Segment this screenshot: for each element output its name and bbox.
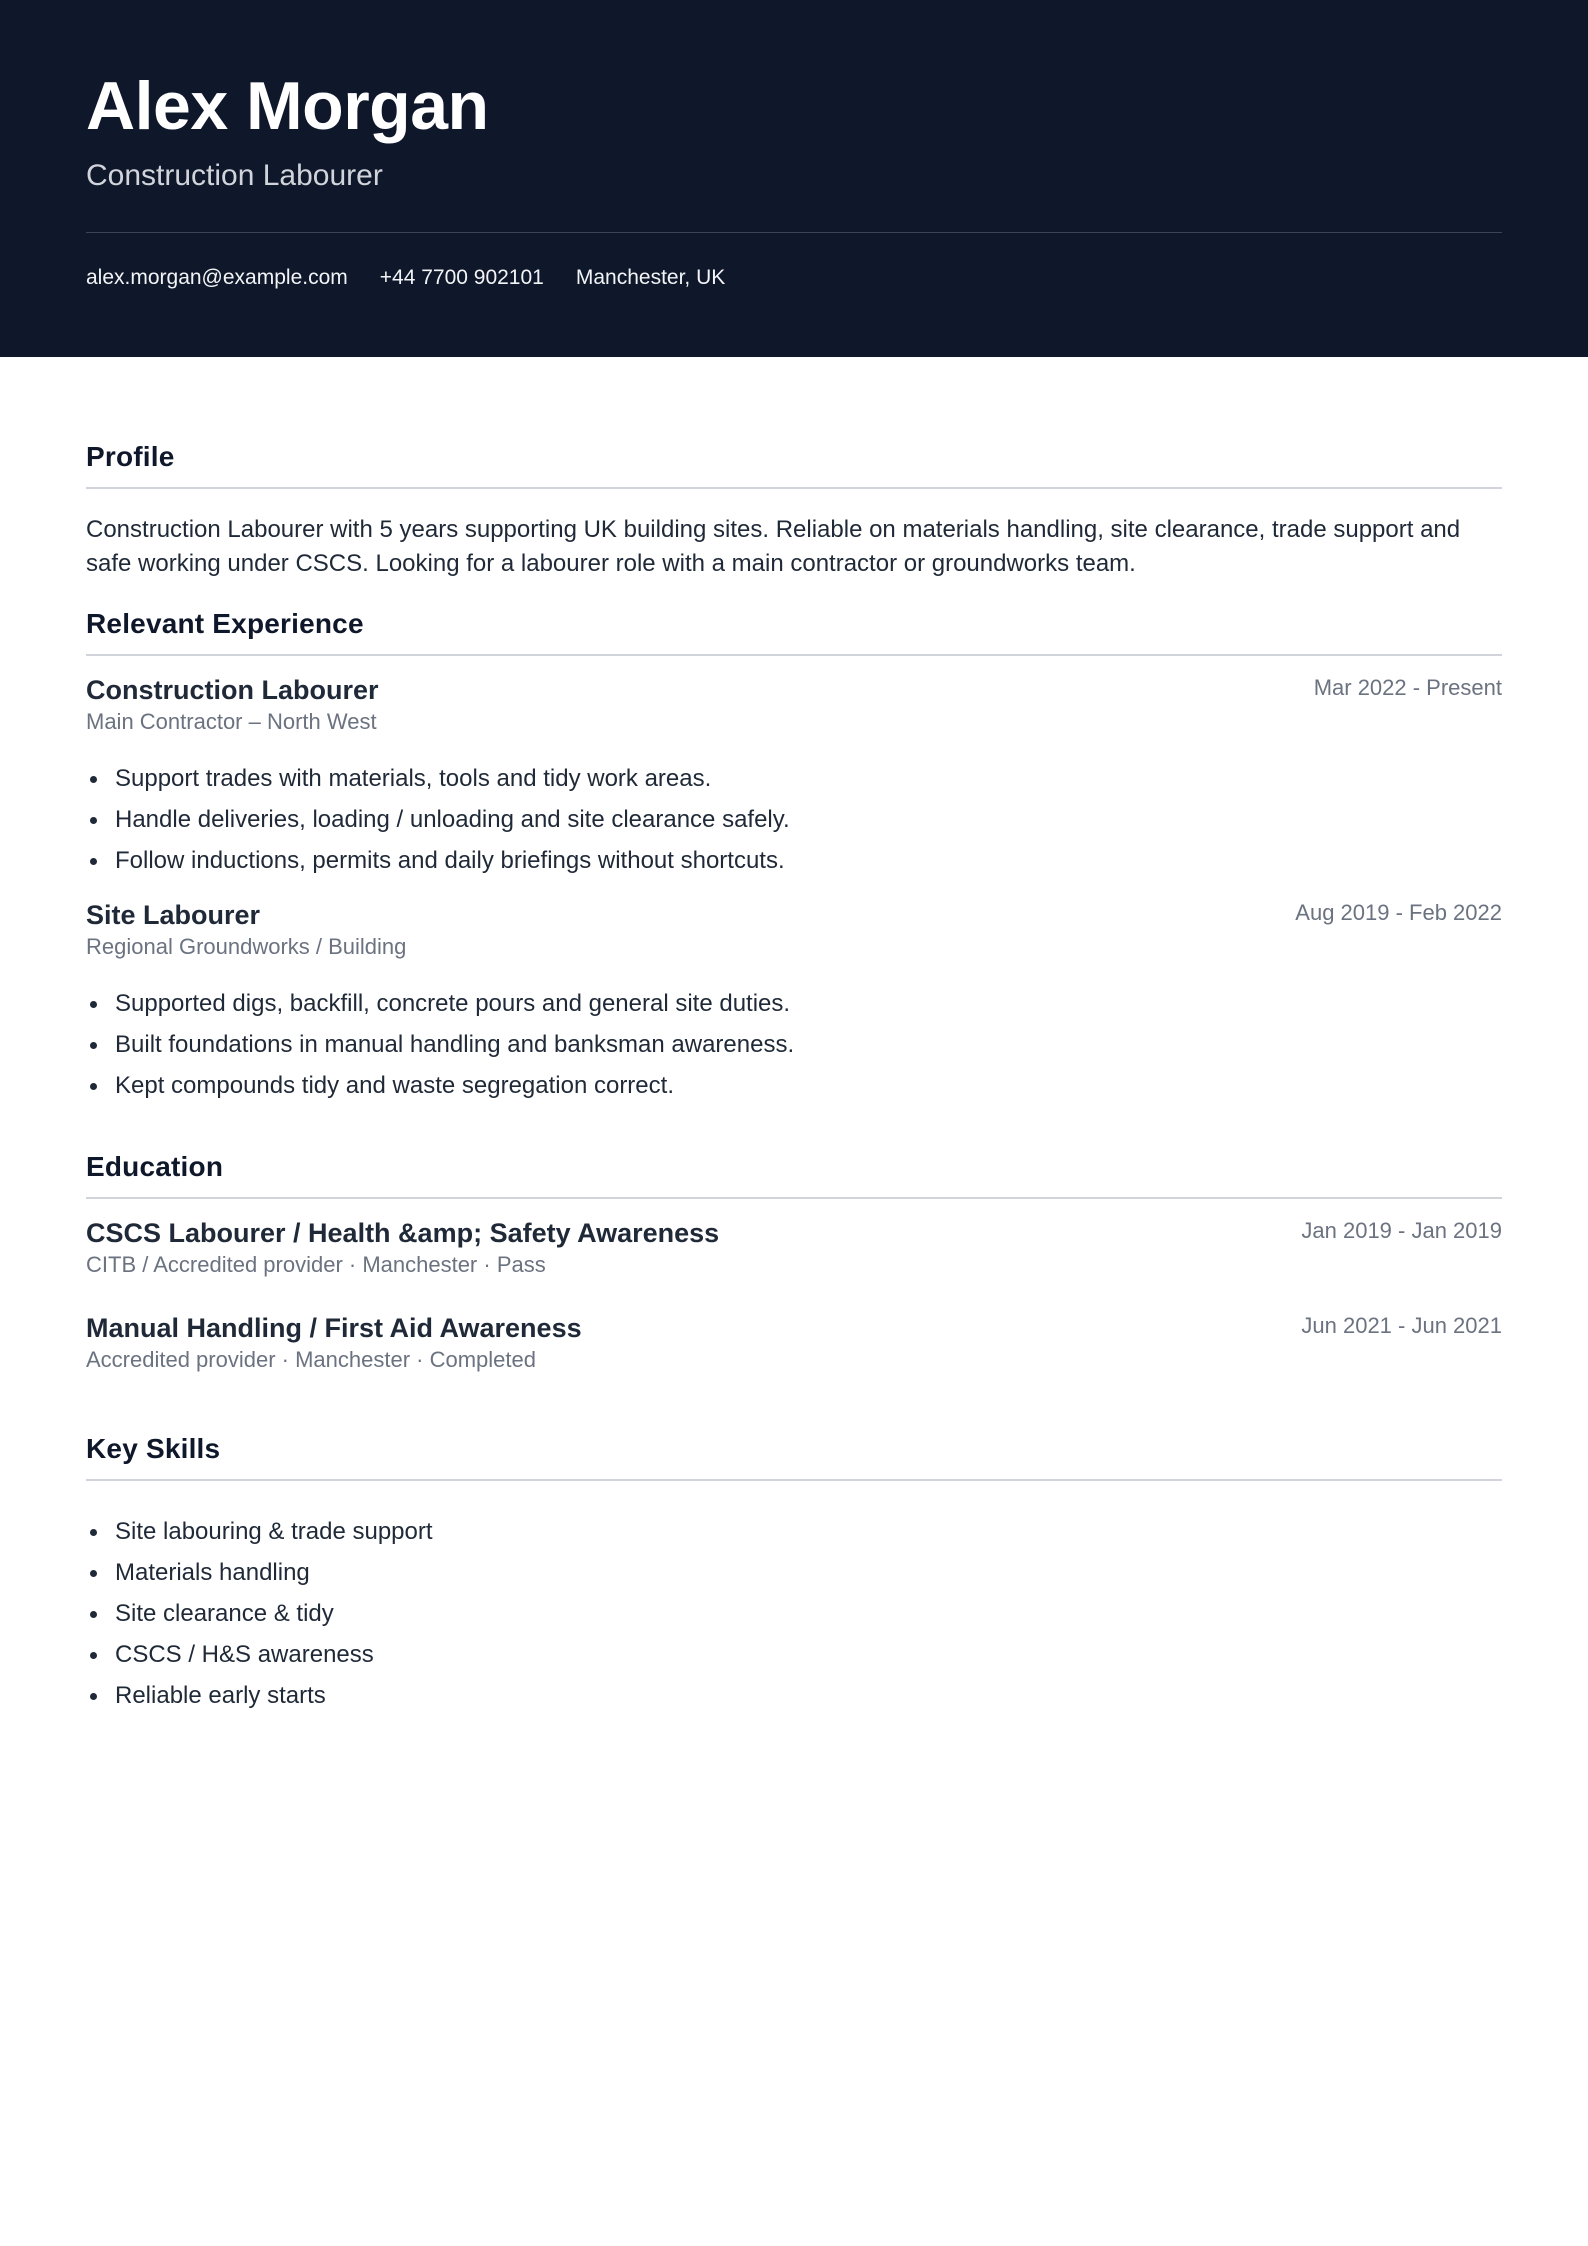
list-item: Reliable early starts <box>86 1675 1502 1716</box>
job-entry <box>86 899 1502 1106</box>
candidate-name: Alex Morgan <box>86 68 489 144</box>
job-bullets <box>86 758 1502 881</box>
profile-heading: Profile <box>86 441 175 472</box>
job-dates: Mar 2022 - Present <box>1313 675 1502 700</box>
list-item: Supported digs, backfill, concrete pours and general site duties. <box>86 983 1502 1024</box>
list-item: Kept compounds tidy and waste segregation correct. <box>86 1065 1502 1106</box>
profile-section <box>86 440 1502 581</box>
education-section <box>86 1150 1502 1375</box>
list-item: Built foundations in manual handling and banksman awareness. <box>86 1024 1502 1065</box>
contact-email[interactable]: alex.morgan@example.com <box>86 266 348 289</box>
candidate-role: Construction Labourer <box>86 159 383 192</box>
list-item: Materials handling <box>86 1552 1502 1593</box>
job-header <box>86 899 1502 931</box>
job-title: Site Labourer <box>86 900 261 930</box>
resume-body <box>0 440 1588 1716</box>
experience-section <box>86 607 1502 1106</box>
resume-header <box>0 0 1588 357</box>
job-company: Regional Groundworks / Building <box>86 934 407 959</box>
education-heading: Education <box>86 1151 224 1182</box>
education-details: CITB / Accredited provider · Manchester · Pass <box>86 1252 546 1277</box>
list-item: Site labouring & trade support <box>86 1511 1502 1552</box>
education-entry <box>86 1312 1502 1375</box>
profile-divider <box>86 487 1502 489</box>
job-header <box>86 674 1502 706</box>
education-dates: Jun 2021 - Jun 2021 <box>1301 1313 1502 1338</box>
list-item: Site clearance & tidy <box>86 1593 1502 1634</box>
skills-list <box>86 1511 1502 1716</box>
contact-phone[interactable]: +44 7700 902101 <box>379 266 544 289</box>
education-dates: Jan 2019 - Jan 2019 <box>1301 1218 1502 1243</box>
education-header <box>86 1217 1502 1249</box>
job-company: Main Contractor – North West <box>86 709 377 734</box>
list-item: Support trades with materials, tools and tidy work areas. <box>86 758 1502 799</box>
skills-heading: Key Skills <box>86 1433 221 1464</box>
education-header <box>86 1312 1502 1344</box>
education-details: Accredited provider · Manchester · Completed <box>86 1347 536 1372</box>
education-title: CSCS Labourer / Health &amp; Safety Awareness <box>86 1218 720 1248</box>
job-bullets <box>86 983 1502 1106</box>
list-item: Follow inductions, permits and daily briefings without shortcuts. <box>86 840 1502 881</box>
header-divider <box>86 232 1502 233</box>
skills-section <box>86 1432 1502 1716</box>
skills-divider <box>86 1479 1502 1481</box>
experience-divider <box>86 654 1502 656</box>
list-item: CSCS / H&S awareness <box>86 1634 1502 1675</box>
job-entry <box>86 674 1502 881</box>
contact-row <box>86 265 1502 291</box>
profile-text: Construction Labourer with 5 years supporting UK building sites. Reliable on materials handling, site clearance, trade support and safe working under CSCS. Looking for a labourer role with a main contractor or groundworks team. <box>86 516 1461 577</box>
job-title: Construction Labourer <box>86 675 379 705</box>
contact-location: Manchester, UK <box>575 266 726 289</box>
education-title: Manual Handling / First Aid Awareness <box>86 1313 582 1343</box>
list-item: Handle deliveries, loading / unloading and site clearance safely. <box>86 799 1502 840</box>
job-dates: Aug 2019 - Feb 2022 <box>1295 900 1502 925</box>
education-entry <box>86 1217 1502 1280</box>
experience-heading: Relevant Experience <box>86 608 364 639</box>
education-divider <box>86 1197 1502 1199</box>
